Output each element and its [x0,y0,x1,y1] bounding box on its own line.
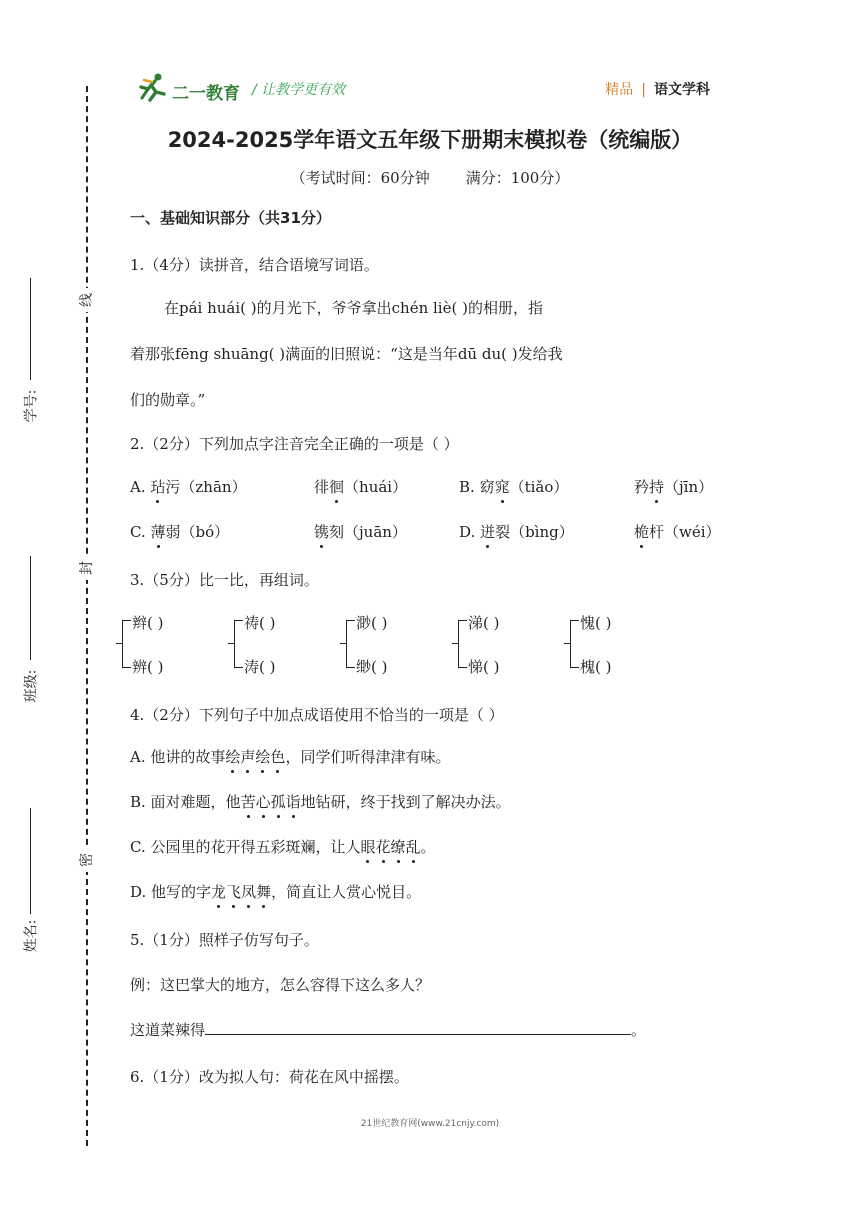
q1-line1: 在pái huái( )的月光下，爷爷拿出chén liè( )的相册，指 [164,299,543,317]
q4-option-b: B. 面对难题，他苦心孤诣地钻研，终于找到了解决办法。 [130,793,511,811]
pair-bottom: 辨( ) [132,658,164,676]
exam-info [0,167,860,188]
char-pair [452,610,552,678]
q4-option-c: C. 公园里的花开得五彩斑斓，让人眼花缭乱。 [130,838,436,856]
class-label: 班级: [23,669,40,703]
logo-text: 二一教育 [172,84,240,104]
q6-stem: 6.（1分）改为拟人句：荷花在风中摇摆。 [130,1068,409,1086]
char-pair [116,610,216,678]
pair-top: 涕( ) [468,614,500,632]
exam-score: 满分：100分） [465,169,570,187]
q2-option-d-2: 桅杆（wéi） [634,523,721,541]
q2-stem: 2.（2分）下列加点字注音完全正确的一项是（ ） [130,435,459,453]
q4-stem: 4.（2分）下列句子中加点成语使用不恰当的一项是（ ） [130,706,504,724]
name-blank[interactable] [30,808,31,914]
q2-option-d: D. 迸裂（bìng） [459,523,574,541]
q2-option-a: A. 玷污（zhān） [130,478,247,496]
q2-option-b: B. 窈窕（tiǎo） [459,478,569,496]
student-id-blank[interactable] [30,278,31,380]
q2-option-b-2: 矜持（jīn） [634,478,714,496]
pair-top: 渺( ) [356,614,388,632]
page-title: 2024-2025学年语文五年级下册期末模拟卷（统编版） [167,128,693,152]
margin-word-line: 线 [76,288,96,312]
char-pair [340,610,440,678]
binding-dashed-line [86,86,88,1146]
q2-option-c: C. 薄弱（bó） [130,523,230,541]
q1-line3: 们的勋章。” [130,391,206,409]
class-blank[interactable] [30,556,31,660]
q1-stem: 1.（4分）读拼音，结合语境写词语。 [130,256,379,274]
pair-top: 祷( ) [244,614,276,632]
exam-time: （考试时间：60分钟 [290,169,430,187]
q4-option-d: D. 他写的字龙飞凤舞，简直让人赏心悦目。 [130,883,422,901]
pair-top: 愧( ) [580,614,612,632]
margin-word-secret: 密 [76,848,96,872]
q1-line2: 着那张fēng shuāng( )满面的旧照说：“这是当年dū du( )发给我 [130,345,563,363]
q5-example: 例：这巴掌大的地方，怎么容得下这么多人？ [130,976,431,994]
pair-bottom: 槐( ) [580,658,612,676]
q2-option-c-2: 镌刻（juān） [314,523,407,541]
pair-bottom: 悌( ) [468,658,500,676]
quality-label: 精品 [605,82,634,98]
answer-blank[interactable] [205,1020,631,1035]
char-pair [564,610,664,678]
header-separator: | [641,82,646,98]
q4-option-a: A. 他讲的故事绘声绘色，同学们听得津津有味。 [130,748,451,766]
name-label: 姓名: [23,919,40,953]
q2-option-a-2: 徘徊（huái） [314,478,408,496]
char-pair [228,610,328,678]
q3-stem: 3.（5分）比一比，再组词。 [130,571,319,589]
pair-bottom: 涛( ) [244,658,276,676]
q5-answer: 这道菜辣得 。 [130,1021,647,1039]
slogan: / 让教学更有效 [252,82,346,98]
pair-bottom: 缈( ) [356,658,388,676]
pair-top: 辫( ) [132,614,164,632]
running-man-icon [136,72,170,104]
subject-label: 语文学科 [654,82,710,98]
section-heading: 一、基础知识部分（共31分） [130,209,331,227]
header-right [605,79,710,99]
q5-stem: 5.（1分）照样子仿写句子。 [130,931,319,949]
margin-word-seal: 封 [76,556,96,580]
footer-watermark: 21世纪教育网(www.21cnjy.com) [360,1119,500,1129]
student-id-label: 学号: [23,389,40,423]
